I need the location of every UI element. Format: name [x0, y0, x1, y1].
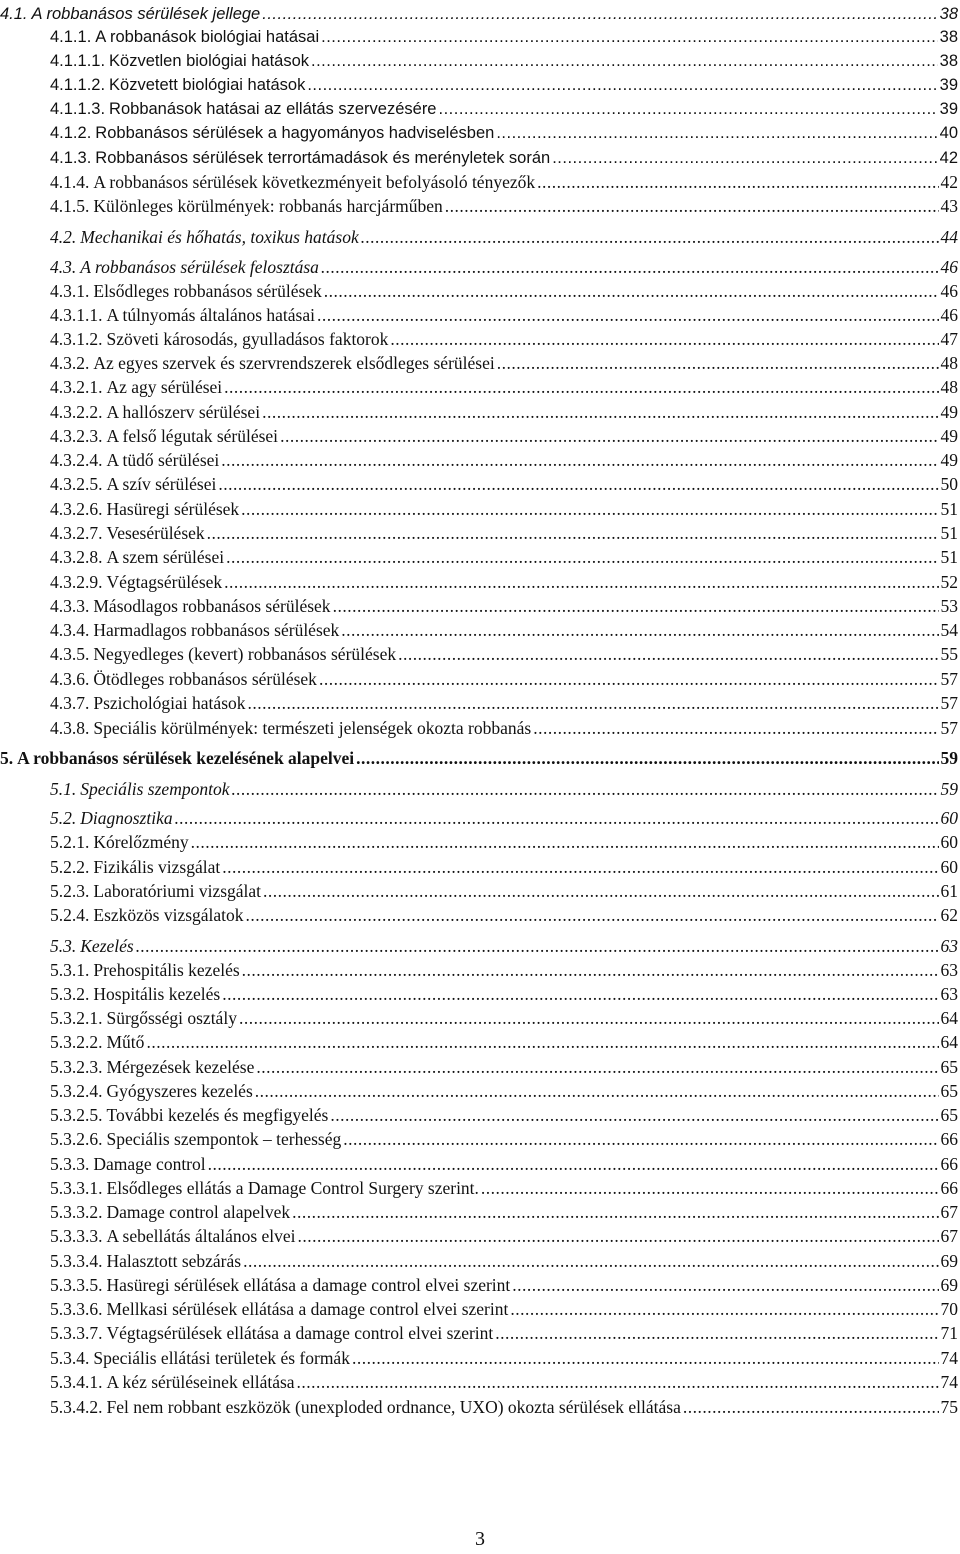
toc-entry-number: 5.3.3.4. — [50, 1251, 103, 1271]
toc-entry[interactable] — [50, 521, 958, 543]
toc-entry[interactable] — [50, 1200, 958, 1222]
toc-entry[interactable] — [50, 806, 958, 828]
toc-entry-number: 4.3.2.1. — [50, 377, 103, 397]
toc-entry-number: 5.3.2.5. — [50, 1105, 103, 1125]
toc-leader-dots — [222, 857, 938, 877]
toc-entry-number: 4.3.2.7. — [50, 523, 103, 543]
toc-leader-dots — [311, 51, 938, 71]
toc-entry-title: Az egyes szervek és szervrendszerek elsődleges sérülései — [93, 353, 495, 373]
toc-entry[interactable] — [50, 424, 958, 446]
toc-leader-dots — [256, 1057, 938, 1077]
toc-entry-number: 4.3.1. — [50, 281, 90, 301]
toc-entry-title: Harmadlagos robbanásos sérülések — [93, 620, 340, 640]
toc-entry-number: 4.3.4. — [50, 620, 90, 640]
toc-entry-number: 4.1.5. — [50, 196, 90, 216]
toc-leader-dots — [280, 426, 938, 446]
toc-entry-page: 49 — [940, 426, 958, 446]
toc-entry[interactable] — [50, 777, 958, 799]
toc-entry-title: Hasüregi sérülések — [106, 499, 240, 519]
toc-entry-number: 5.3.3.6. — [50, 1299, 103, 1319]
toc-entry-page: 46 — [940, 281, 958, 301]
toc-entry-number: 5.3.4. — [50, 1348, 90, 1368]
toc-entry-number: 4.1.3. — [50, 149, 92, 167]
toc-entry-page: 40 — [939, 124, 958, 142]
toc-entry[interactable] — [50, 1127, 958, 1149]
toc-entry[interactable] — [50, 1370, 958, 1392]
toc-entry-page: 57 — [940, 693, 958, 713]
toc-entry-number: 5.3.2.1. — [50, 1008, 103, 1028]
toc-entry-title: A sebellátás általános elvei — [106, 1226, 296, 1246]
toc-entry[interactable] — [50, 303, 958, 325]
toc-entry[interactable] — [50, 1152, 958, 1174]
page-number: 3 — [475, 1528, 485, 1550]
toc-entry-page: 57 — [940, 718, 958, 738]
toc-entry-number: 4.3.8. — [50, 718, 90, 738]
toc-entry-page: 63 — [940, 936, 958, 956]
toc-entry-title: Különleges körülmények: robbanás harcjárműben — [93, 196, 443, 216]
toc-entry-page: 65 — [940, 1057, 958, 1077]
toc-entry-number: 4.3. — [50, 257, 77, 277]
toc-entry-title: Hospitális kezelés — [93, 984, 221, 1004]
toc-entry-title: Hasüregi sérülések ellátása a damage control elvei szerint — [106, 1275, 511, 1295]
toc-entry[interactable] — [50, 1103, 958, 1125]
toc-leader-dots — [497, 353, 939, 373]
toc-entry-title: Mérgezések kezelése — [106, 1057, 255, 1077]
toc-entry-title: Damage control alapelvek — [106, 1202, 291, 1222]
toc-entry-title: Robbanások hatásai az ellátás szervezésére — [109, 100, 437, 118]
toc-entry-title: Fizikális vizsgálat — [93, 857, 221, 877]
toc-entry-title: Elsődleges robbanásos sérülések — [93, 281, 322, 301]
toc-entry-number: 4.3.2.6. — [50, 499, 103, 519]
toc-entry-page: 57 — [940, 669, 958, 689]
toc-leader-dots — [510, 1299, 938, 1319]
toc-entry-page: 39 — [939, 100, 958, 118]
toc-entry-number: 4.3.2.8. — [50, 547, 103, 567]
toc-entry[interactable] — [50, 716, 958, 738]
toc-entry-page: 63 — [940, 984, 958, 1004]
toc-entry[interactable] — [50, 49, 958, 71]
toc-leader-dots — [343, 1129, 938, 1149]
toc-entry[interactable] — [50, 1321, 958, 1343]
toc-entry-page: 59 — [940, 779, 958, 799]
toc-entry-title: Laboratóriumi vizsgálat — [93, 881, 262, 901]
toc-leader-dots — [222, 984, 938, 1004]
toc-entry-page: 53 — [940, 596, 958, 616]
toc-entry[interactable] — [50, 855, 958, 877]
toc-leader-dots — [298, 1226, 939, 1246]
toc-entry[interactable] — [50, 691, 958, 713]
toc-leader-dots — [226, 547, 938, 567]
toc-entry-number: 5.1. — [50, 779, 77, 799]
toc-entry-page: 43 — [940, 196, 958, 216]
toc-leader-dots — [356, 748, 938, 768]
toc-entry-number: 4.3.1.1. — [50, 305, 103, 325]
toc-entry-page: 49 — [940, 402, 958, 422]
toc-entry[interactable] — [50, 1055, 958, 1077]
toc-entry[interactable] — [50, 1273, 958, 1295]
toc-entry-title: Kezelés — [80, 936, 134, 956]
toc-entry-page: 52 — [940, 572, 958, 592]
toc-leader-dots — [207, 523, 939, 543]
toc-entry-page: 75 — [940, 1397, 958, 1417]
toc-entry-number: 4.3.6. — [50, 669, 90, 689]
toc-entry[interactable] — [50, 327, 958, 349]
toc-entry-page: 66 — [940, 1129, 958, 1149]
toc-entry[interactable] — [50, 25, 958, 47]
toc-entry-title: Szöveti károsodás, gyulladásos faktorok — [106, 329, 389, 349]
toc-entry-title: Robbanásos sérülések a hagyományos hadviselésben — [95, 124, 495, 142]
toc-entry[interactable] — [50, 1224, 958, 1246]
toc-entry-page: 69 — [940, 1275, 958, 1295]
toc-entry-page: 61 — [940, 881, 958, 901]
toc-entry[interactable] — [50, 1249, 958, 1271]
toc-entry-number: 4.3.2.5. — [50, 474, 103, 494]
toc-entry-page: 44 — [940, 227, 958, 247]
toc-entry-number: 5.2.1. — [50, 832, 90, 852]
toc-leader-dots — [537, 172, 938, 192]
toc-leader-dots — [246, 905, 939, 925]
toc-entry-number: 4.3.5. — [50, 644, 90, 664]
toc-entry-title: Mellkasi sérülések ellátása a damage control elvei szerint — [106, 1299, 509, 1319]
toc-entry-page: 71 — [940, 1323, 958, 1343]
toc-leader-dots — [330, 1105, 938, 1125]
toc-entry[interactable] — [50, 472, 958, 494]
toc-entry-title: A robbanásos sérülések kezelésének alapelvei — [17, 748, 355, 768]
toc-entry-title: Negyedleges (kevert) robbanásos sérülések — [93, 644, 397, 664]
toc-entry-title: Műtő — [106, 1032, 145, 1052]
toc-entry-number: 5.3.3. — [50, 1154, 90, 1174]
toc-leader-dots — [224, 572, 938, 592]
toc-entry-title: Végtagsérülések — [106, 572, 223, 592]
toc-entry-page: 38 — [939, 28, 958, 46]
toc-entry[interactable] — [50, 830, 958, 852]
toc-entry-page: 51 — [940, 523, 958, 543]
toc-entry-page: 66 — [940, 1178, 958, 1198]
toc-entry[interactable] — [50, 667, 958, 689]
toc-leader-dots — [319, 669, 939, 689]
toc-entry-page: 48 — [940, 353, 958, 373]
toc-leader-dots — [333, 596, 939, 616]
toc-leader-dots — [231, 779, 938, 799]
toc-leader-dots — [533, 718, 938, 738]
toc-entry-page: 63 — [940, 960, 958, 980]
toc-entry[interactable] — [50, 1079, 958, 1101]
toc-entry[interactable] — [50, 121, 958, 143]
toc-entry-page: 39 — [939, 76, 958, 94]
toc-entry-page: 59 — [940, 748, 958, 768]
toc-entry-title: A szív sérülései — [106, 474, 217, 494]
toc-entry-title: Közvetett biológiai hatások — [109, 76, 306, 94]
toc-entry-title: Pszichológiai hatások — [93, 693, 246, 713]
toc-entry-number: 4.3.2. — [50, 353, 90, 373]
toc-entry-number: 5.3.2.6. — [50, 1129, 103, 1149]
toc-entry[interactable] — [50, 400, 958, 422]
toc-entry-page: 66 — [940, 1154, 958, 1174]
toc-entry-number: 4.1.1.3. — [50, 100, 106, 118]
toc-entry[interactable] — [50, 982, 958, 1004]
toc-entry-title: Speciális szempontok — [80, 779, 230, 799]
toc-entry-number: 4.3.2.3. — [50, 426, 103, 446]
toc-entry[interactable] — [50, 375, 958, 397]
toc-leader-dots — [263, 881, 938, 901]
toc-entry-page: 38 — [939, 5, 958, 23]
toc-entry-number: 5.3.2.4. — [50, 1081, 103, 1101]
toc-entry[interactable] — [50, 194, 958, 216]
toc-entry-number: 4.1.1.2. — [50, 76, 106, 94]
toc-entry-number: 4.3.2.4. — [50, 450, 103, 470]
toc-entry-number: 5.3.4.1. — [50, 1372, 103, 1392]
toc-entry[interactable] — [50, 255, 958, 277]
toc-entry-page: 42 — [939, 149, 958, 167]
toc-leader-dots — [390, 329, 938, 349]
toc-leader-dots — [398, 644, 938, 664]
toc-entry-page: 70 — [940, 1299, 958, 1319]
toc-entry-number: 5.3. — [50, 936, 77, 956]
toc-leader-dots — [248, 693, 939, 713]
toc-entry-page: 42 — [940, 172, 958, 192]
toc-entry-page: 48 — [940, 377, 958, 397]
toc-leader-dots — [321, 27, 938, 47]
toc-leader-dots — [208, 1154, 939, 1174]
toc-entry-page: 60 — [940, 857, 958, 877]
toc-leader-dots — [239, 1008, 939, 1028]
toc-entry[interactable] — [50, 97, 958, 119]
toc-entry-number: 5.3.2.3. — [50, 1057, 103, 1077]
toc-entry-title: Vesesérülések — [106, 523, 205, 543]
toc-entry[interactable] — [50, 642, 958, 664]
toc-entry-page: 65 — [940, 1081, 958, 1101]
toc-entry[interactable] — [50, 225, 958, 247]
toc-entry-title: A robbanásos sérülések felosztása — [80, 257, 319, 277]
toc-leader-dots — [307, 75, 937, 95]
toc-entry-number: 5.3.3.2. — [50, 1202, 103, 1222]
toc-leader-dots — [445, 196, 939, 216]
toc-entry-title: Diagnosztika — [80, 808, 173, 828]
toc-entry-number: 4.3.2.2. — [50, 402, 103, 422]
toc-leader-dots — [218, 474, 938, 494]
toc-entry-number: 4.3.1.2. — [50, 329, 103, 349]
toc-entry[interactable] — [50, 594, 958, 616]
toc-entry-number: 5.3.2.2. — [50, 1032, 103, 1052]
toc-leader-dots — [496, 123, 937, 143]
toc-leader-dots — [255, 1081, 939, 1101]
toc-entry[interactable] — [50, 1346, 958, 1368]
toc-entry[interactable] — [50, 545, 958, 567]
toc-entry-number: 4.1. — [0, 5, 28, 23]
toc-entry[interactable] — [50, 73, 958, 95]
toc-entry-title: Ötödleges robbanásos sérülések — [93, 669, 317, 689]
toc-leader-dots — [439, 99, 938, 119]
toc-entry-page: 60 — [940, 808, 958, 828]
toc-entry-page: 51 — [940, 499, 958, 519]
toc-entry-page: 74 — [940, 1372, 958, 1392]
toc-entry[interactable] — [50, 497, 958, 519]
toc-entry-title: Közvetlen biológiai hatások — [109, 52, 310, 70]
toc-leader-dots — [224, 377, 938, 397]
toc-entry-title: A robbanások biológiai hatásai — [95, 28, 320, 46]
toc-entry[interactable] — [50, 570, 958, 592]
toc-leader-dots — [146, 1032, 938, 1052]
toc-leader-dots — [683, 1397, 939, 1417]
toc-entry-title: A szem sérülései — [106, 547, 225, 567]
toc-entry-number: 5. — [0, 748, 14, 768]
toc-entry[interactable] — [50, 1006, 958, 1028]
toc-entry-page: 50 — [940, 474, 958, 494]
toc-entry-title: A kéz sérüléseinek ellátása — [106, 1372, 295, 1392]
toc-entry-number: 5.3.1. — [50, 960, 90, 980]
toc-entry-title: Halasztott sebzárás — [106, 1251, 242, 1271]
toc-leader-dots — [317, 305, 939, 325]
toc-entry[interactable] — [50, 170, 958, 192]
toc-entry-title: Prehospitális kezelés — [93, 960, 240, 980]
toc-entry-title: Speciális körülmények: természeti jelenségek okozta robbanás — [93, 718, 532, 738]
toc-leader-dots — [175, 808, 939, 828]
toc-entry-page: 60 — [940, 832, 958, 852]
toc-entry-number: 5.3.3.5. — [50, 1275, 103, 1295]
toc-leader-dots — [324, 281, 939, 301]
toc-leader-dots — [242, 960, 939, 980]
toc-entry[interactable] — [50, 934, 958, 956]
toc-leader-dots — [495, 1323, 938, 1343]
toc-entry-page: 54 — [940, 620, 958, 640]
toc-entry-page: 46 — [940, 305, 958, 325]
toc-entry-page: 67 — [940, 1226, 958, 1246]
toc-entry-page: 51 — [940, 547, 958, 567]
toc-entry-page: 64 — [940, 1008, 958, 1028]
toc-entry-title: A robbanásos sérülések jellege — [31, 5, 261, 23]
toc-entry-number: 5.2.2. — [50, 857, 90, 877]
toc-leader-dots — [341, 620, 938, 640]
toc-entry[interactable] — [50, 351, 958, 373]
toc-entry[interactable] — [50, 1030, 958, 1052]
toc-entry-number: 4.3.3. — [50, 596, 90, 616]
toc-entry[interactable] — [50, 879, 958, 901]
toc-entry-page: 46 — [940, 257, 958, 277]
toc-entry-number: 4.1.1. — [50, 28, 92, 46]
toc-entry[interactable] — [0, 2, 958, 24]
toc-entry[interactable] — [50, 279, 958, 301]
toc-entry-page: 64 — [940, 1032, 958, 1052]
toc-entry-number: 4.3.7. — [50, 693, 90, 713]
toc-entry-page: 65 — [940, 1105, 958, 1125]
toc-entry-number: 5.2.4. — [50, 905, 90, 925]
toc-entry-page: 67 — [940, 1202, 958, 1222]
toc-entry-title: Elsődleges ellátás a Damage Control Surgery szerint. — [106, 1178, 479, 1198]
toc-leader-dots — [221, 450, 938, 470]
toc-entry-title: Speciális szempontok – terhesség — [106, 1129, 342, 1149]
toc-leader-dots — [262, 4, 937, 24]
toc-entry-title: Másodlagos robbanásos sérülések — [93, 596, 331, 616]
toc-leader-dots — [321, 257, 939, 277]
toc-entry[interactable] — [50, 448, 958, 470]
toc-entry[interactable] — [50, 1176, 958, 1198]
toc-entry-title: További kezelés és megfigyelés — [106, 1105, 329, 1125]
toc-entry-title: Robbanásos sérülések terrortámadások és merényletek során — [95, 149, 551, 167]
toc-entry-title: Kórelőzmény — [93, 832, 189, 852]
toc-entry-title: A robbanásos sérülések következményeit befolyásoló tényezők — [93, 172, 536, 192]
toc-entry-page: 69 — [940, 1251, 958, 1271]
toc-entry-page: 49 — [940, 450, 958, 470]
toc-entry[interactable] — [50, 1395, 958, 1417]
toc-entry[interactable] — [0, 746, 958, 768]
toc-entry-page: 74 — [940, 1348, 958, 1368]
toc-leader-dots — [191, 832, 939, 852]
toc-entry-number: 5.3.4.2. — [50, 1397, 103, 1417]
toc-entry-number: 4.1.1.1. — [50, 52, 106, 70]
toc-entry-number: 4.3.2.9. — [50, 572, 103, 592]
toc-entry-title: A felső légutak sérülései — [106, 426, 279, 446]
toc-entry-title: A tüdő sérülései — [106, 450, 220, 470]
toc-entry-number: 5.3.3.1. — [50, 1178, 103, 1198]
toc-leader-dots — [292, 1202, 938, 1222]
toc-entry-number: 5.3.3.7. — [50, 1323, 103, 1343]
toc-entry-title: Sürgősségi osztály — [106, 1008, 237, 1028]
toc-entry-title: Gyógyszeres kezelés — [106, 1081, 253, 1101]
toc-entry-title: Mechanikai és hőhatás, toxikus hatások — [80, 227, 359, 247]
toc-entry-title: Végtagsérülések ellátása a damage control elvei szerint — [106, 1323, 494, 1343]
toc-entry-title: A hallószerv sérülései — [106, 402, 261, 422]
toc-leader-dots — [552, 148, 937, 168]
toc-leader-dots — [262, 402, 938, 422]
toc-entry-page: 55 — [940, 644, 958, 664]
toc-leader-dots — [352, 1348, 939, 1368]
toc-entry-number: 4.1.4. — [50, 172, 90, 192]
toc-entry-title: A túlnyomás általános hatásai — [106, 305, 315, 325]
toc-entry-title: Fel nem robbant eszközök (unexploded ordnance, UXO) okozta sérülések ellátása — [106, 1397, 681, 1417]
toc-leader-dots — [243, 1251, 938, 1271]
toc-entry[interactable] — [50, 1297, 958, 1319]
toc-entry-title: Damage control — [93, 1154, 206, 1174]
toc-leader-dots — [512, 1275, 938, 1295]
toc-entry-title: Az agy sérülései — [106, 377, 223, 397]
toc-entry-title: Eszközös vizsgálatok — [93, 905, 244, 925]
toc-entry-page: 47 — [940, 329, 958, 349]
toc-entry-page: 62 — [940, 905, 958, 925]
toc-entry-number: 4.2. — [50, 227, 77, 247]
toc-entry-number: 4.1.2. — [50, 124, 92, 142]
toc-entry-title: Speciális ellátási területek és formák — [93, 1348, 350, 1368]
toc-entry[interactable] — [50, 958, 958, 980]
toc-leader-dots — [136, 936, 939, 956]
toc-entry-number: 5.3.3.3. — [50, 1226, 103, 1246]
toc-entry-page: 38 — [939, 52, 958, 70]
toc-leader-dots — [241, 499, 938, 519]
toc-entry[interactable] — [50, 903, 958, 925]
toc-entry[interactable] — [50, 618, 958, 640]
toc-leader-dots — [297, 1372, 939, 1392]
toc-leader-dots — [361, 227, 939, 247]
toc-leader-dots — [481, 1178, 939, 1198]
toc-entry-number: 5.3.2. — [50, 984, 90, 1004]
toc-entry-number: 5.2. — [50, 808, 77, 828]
toc-entry[interactable] — [50, 146, 958, 168]
toc-entry-number: 5.2.3. — [50, 881, 90, 901]
